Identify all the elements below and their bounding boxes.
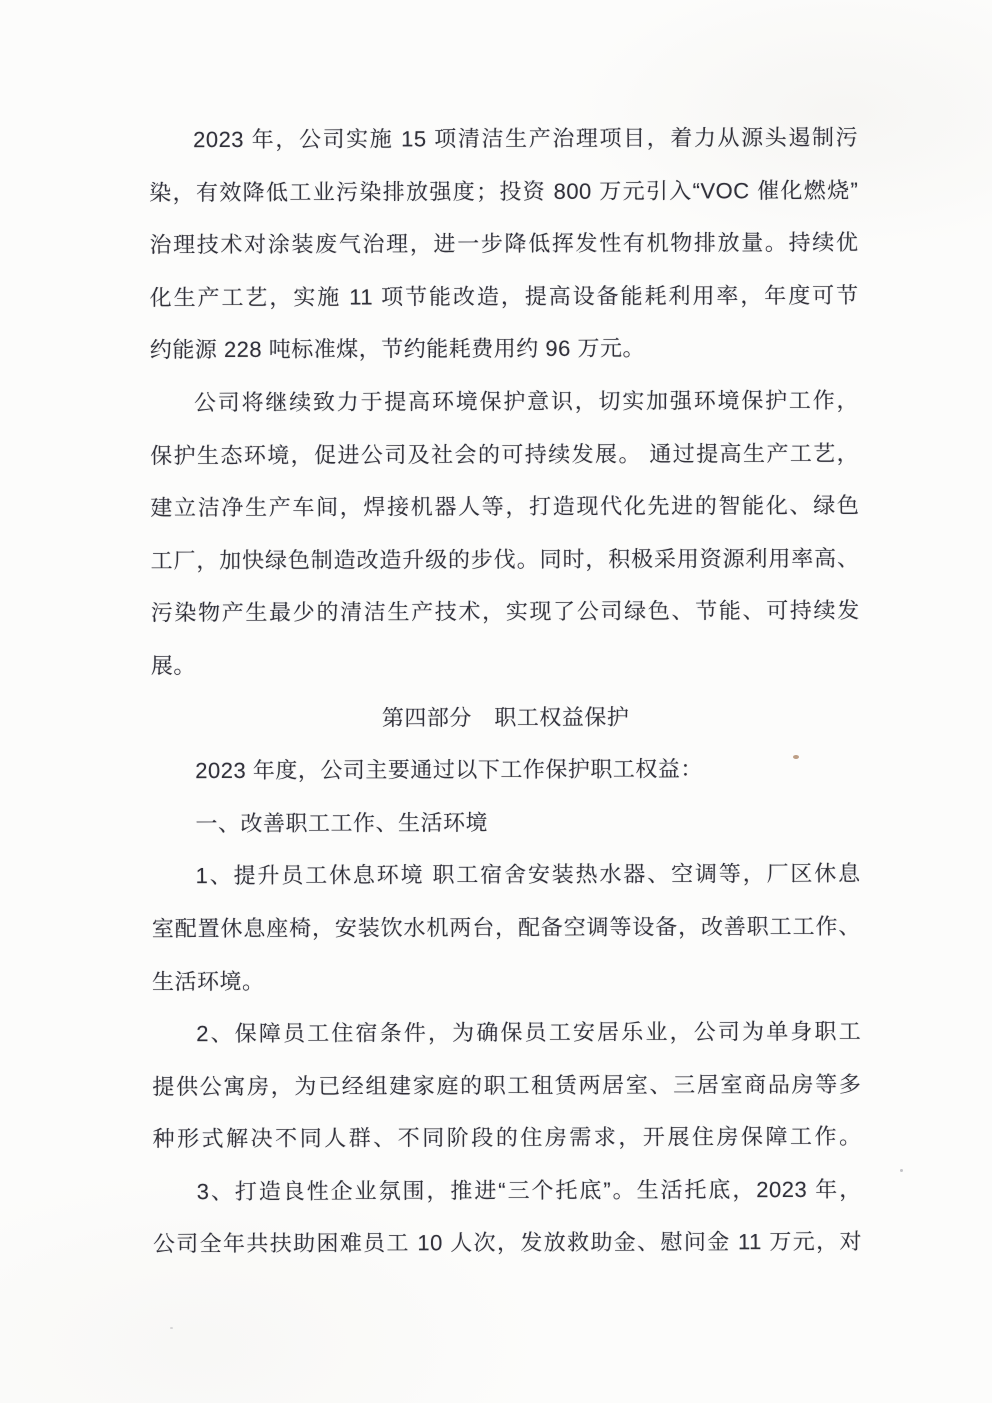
text-line: 2023 年度，公司主要通过以下工作保护职工权益：	[195, 756, 703, 784]
text-line: 污染物产生最少的清洁生产技术，实现了公司绿色、节能、可持续发	[150, 598, 860, 626]
text-line: 建立洁净生产车间，焊接机器人等，打造现代化先进的智能化、绿色	[150, 492, 860, 521]
section-heading: 第四部分 职工权益保护	[381, 704, 630, 730]
text-line: 生活环境。	[151, 968, 265, 994]
text-line: 3、打造良性企业氛围，推进“三个托底”。生活托底，2023 年，	[196, 1176, 862, 1204]
text-line: 公司将继续致力于提高环境保护意识，切实加强环境保护工作，	[193, 387, 860, 416]
text-line: 公司全年共扶助困难员工 10 人次，发放救助金、慰问金 11 万元，对	[152, 1229, 862, 1257]
text-line: 染，有效降低工业污染排放强度；投资 800 万元引入“VOC 催化燃烧”	[149, 177, 859, 205]
text-line: 保护生态环境，促进公司及社会的可持续发展。 通过提高生产工艺，	[150, 440, 860, 468]
scan-speck	[900, 1169, 903, 1172]
text-line: 工厂，加快绿色制造改造升级的步伐。同时，积极采用资源利用率高、	[150, 545, 860, 573]
text-line: 一、改善职工工作、生活环境	[195, 809, 489, 836]
scan-speck	[170, 1327, 173, 1329]
text-line: 约能源 228 吨标准煤，节约能耗费用约 96 万元。	[149, 335, 645, 363]
document-body	[149, 112, 862, 1272]
text-line: 室配置休息座椅，安装饮水机两台，配备空调等设备，改善职工工作、	[151, 913, 861, 942]
text-line: 2023 年，公司实施 15 项清洁生产治理项目，着力从源头遏制污	[193, 124, 859, 153]
text-line: 种形式解决不同人群、不同阶段的住房需求，开展住房保障工作。	[152, 1124, 862, 1152]
text-line: 展。	[150, 653, 196, 679]
text-line: 2、保障员工住宿条件，为确保员工安居乐业，公司为单身职工	[196, 1018, 862, 1047]
text-line: 治理技术对涂装废气治理，进一步降低挥发性有机物排放量。持续优	[149, 229, 859, 258]
text-line: 提供公寓房，为已经组建家庭的职工租赁两居室、三居室商品房等多	[152, 1071, 862, 1099]
text-line: 化生产工艺，实施 11 项节能改造，提高设备能耗利用率，年度可节	[149, 282, 859, 311]
text-line: 1、提升员工休息环境 职工宿舍安装热水器、空调等，厂区休息	[195, 861, 861, 889]
scan-speck	[793, 755, 799, 759]
